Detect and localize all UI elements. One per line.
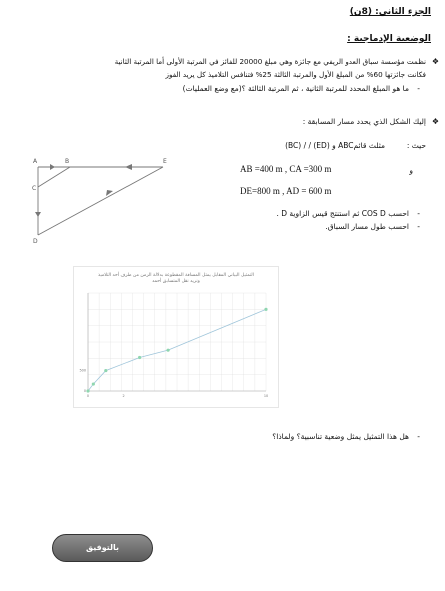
x-tick-label: 10 — [263, 394, 269, 398]
point-label-a: A — [33, 158, 38, 165]
intro-line-1: نظمت مؤسسة سباق العدو الريفي مع جائزة وهي مبلغ 20000 للفائز في المرتبة الأولى أما المرتبة الثانية — [114, 57, 426, 66]
segment-cb — [38, 167, 70, 187]
arrow-marker — [35, 212, 41, 217]
point-label-b: B — [65, 158, 70, 165]
data-point — [104, 369, 107, 372]
arrow-marker — [50, 164, 55, 170]
track-figure — [25, 150, 175, 245]
data-point — [264, 308, 267, 311]
segment-de — [38, 167, 163, 235]
good-luck-badge: بالتوفيق — [52, 534, 153, 562]
part-title: الجزء الثاني: (8ن) — [349, 7, 431, 17]
chart-frame — [73, 266, 279, 408]
chart-caption-2: ونريد نقل المتسابق أحمد — [152, 279, 200, 284]
dash-marker: - — [417, 84, 420, 93]
task-cos-d: احسب COS D ثم استنتج قيس الزاوية D . — [276, 209, 409, 218]
task-track-length: احسب طول مسار السباق. — [325, 222, 409, 231]
intro-line-2: فكانت جائزتها 60% من المبلغ الأول والمرتبة الثالثة 25% فتنافس التلاميذ كل يريد الفوز — [165, 70, 426, 79]
and-word: و — [409, 166, 413, 175]
dash-marker: - — [417, 432, 420, 441]
where-label: حيث : — [406, 141, 426, 150]
y-tick-label: 500 — [79, 368, 86, 373]
shape-lead: إليك الشكل الذي يحدد مسار المسابقة : — [302, 117, 426, 126]
point-label-e: E — [163, 158, 167, 165]
x-tick-label: 2 — [122, 394, 125, 398]
dash-marker: - — [417, 222, 420, 231]
point-label-d: D — [33, 238, 38, 245]
data-point — [83, 389, 89, 393]
data-point — [167, 349, 170, 352]
equation-de-ad: DE=800 m , AD = 600 m — [240, 186, 332, 196]
equation-ab-ca: AB =400 m , CA =300 m — [240, 164, 332, 174]
point-label-c: C — [32, 185, 37, 192]
arrow-marker — [125, 164, 132, 170]
parallel-statement: (BC) / / (ED) و ABCمثلث قائم — [285, 141, 385, 150]
chart-question: هل هذا التمثيل يمثل وضعية تناسبية؟ ولماذا؟ — [272, 432, 409, 441]
situation-title: الوضعية الإدماجية : — [347, 34, 431, 44]
bullet-icon: ❖ — [431, 117, 439, 126]
data-point — [138, 356, 141, 359]
chart-caption-1: التمثيل البياني المقابل يمثل المسافة المقطوعة بدلالة الزمن من طرف أحد التلاميذ — [98, 273, 254, 278]
bullet-icon: ❖ — [431, 57, 439, 66]
question-1: ما هو المبلغ المحدد للمرتبة الثانية ، ثم المرتبة الثالثة ؟(مع وضع العمليات) — [182, 84, 409, 93]
dash-marker: - — [417, 209, 420, 218]
x-tick-label: 0 — [86, 394, 90, 398]
y-tick-label: 0 — [83, 389, 86, 393]
data-point — [92, 382, 95, 385]
line-chart — [74, 267, 278, 407]
